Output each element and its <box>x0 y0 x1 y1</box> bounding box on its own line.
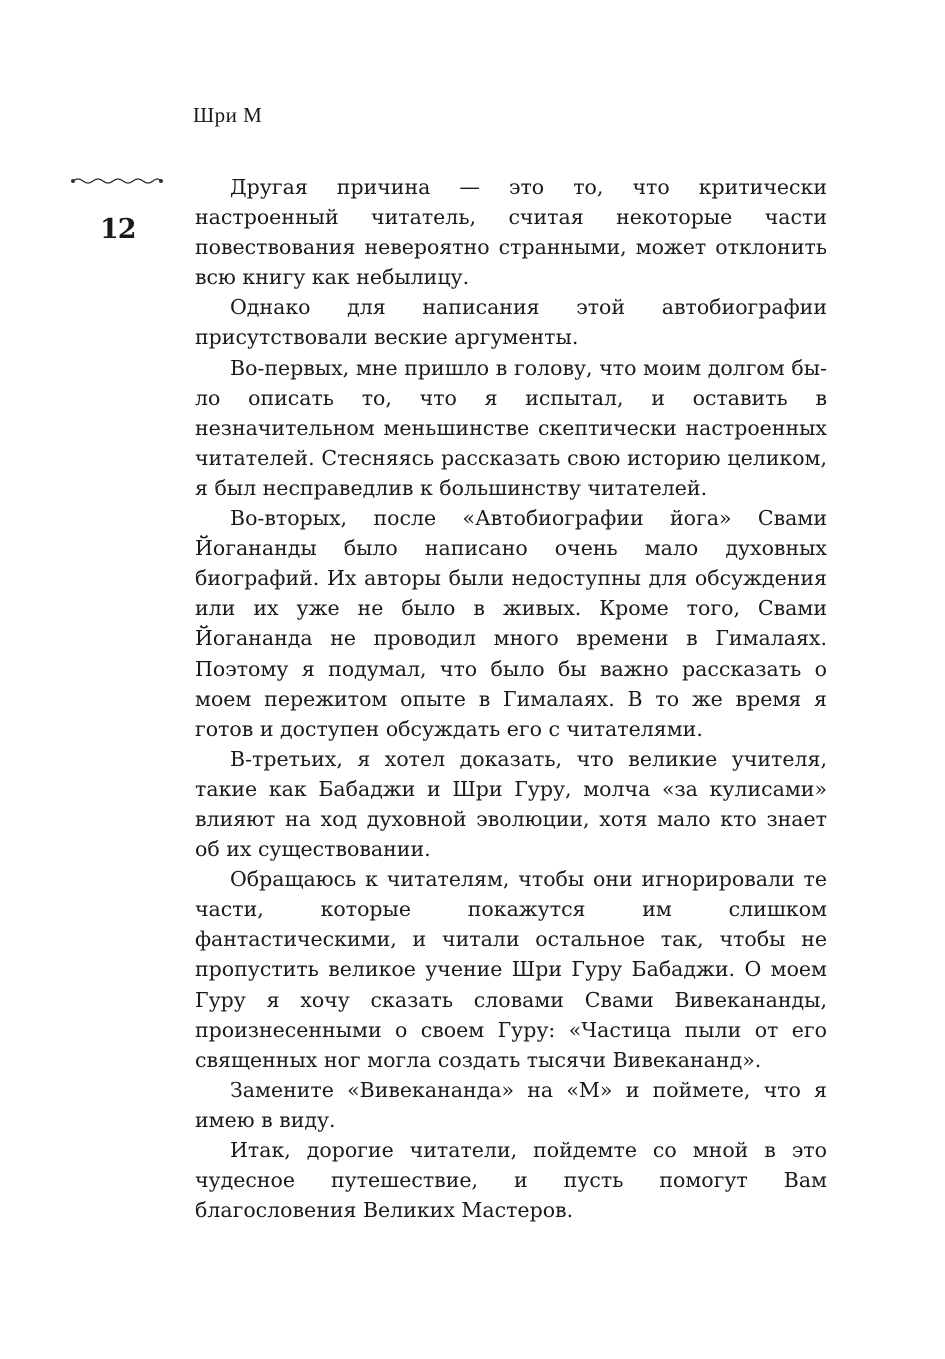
paragraph: Обращаюсь к читателям, чтобы они игнорировали те части, которые покажутся им слишком фантастическими, и читали остальное так, чтобы не пропустить великое учение Шри Гуру Бабаджи. О моем Гуру я хочу сказать словами Свами Вивекананды, произнесенными о своем Гуру: «Частица пыли от его священных ног могла создать тысячи Вивекананд». <box>195 867 827 1072</box>
paragraph: В-третьих, я хотел доказать, что великие учителя, такие как Бабаджи и Шри Гуру, молча «за кулисами» влияют на ход духовной эволюции, хотя мало кто знает об их существовании. <box>195 746 827 862</box>
paragraph: Во-первых, мне пришло в голову, что моим долгом было описать то, что я испытал, и оставить в незначительном меньшинстве скептически настроенных читателей. Стесняясь рассказать свою историю целиком, я был несправедлив к большинству читателей. <box>195 355 827 500</box>
page-number: 12 <box>100 214 136 245</box>
running-head: Шри М <box>193 103 263 127</box>
body-text <box>195 172 827 1225</box>
paragraph: Во-вторых, после «Автобиографии йога» Свами Йогананды было написано очень мало духовных биографий. Их авторы были недоступны для обсуждения или их уже не было в живых. Кроме того, Свами Йогананда не проводил много времени в Гималаях. Поэтому я подумал, что было бы важно рассказать о моем пережитом опыте в Гималаях. В то же время я готов и доступен обсуждать его с читателями. <box>195 506 827 741</box>
paragraph: Замените «Вивекананда» на «М» и поймете, что я имею в виду. <box>195 1077 827 1132</box>
wave-ornament-icon <box>70 174 164 188</box>
paragraph: Однако для написания этой автобиографии присутствовали веские аргументы. <box>195 295 827 350</box>
paragraph: Другая причина — это то, что критически настроенный читатель, считая некоторые части повествования невероятно странными, может отклонить всю книгу как небылицу. <box>195 175 827 290</box>
paragraph: Итак, дорогие читатели, пойдемте со мной в это чудесное путешествие, и пусть помогут Вам благословения Великих Мастеров. <box>195 1138 827 1223</box>
